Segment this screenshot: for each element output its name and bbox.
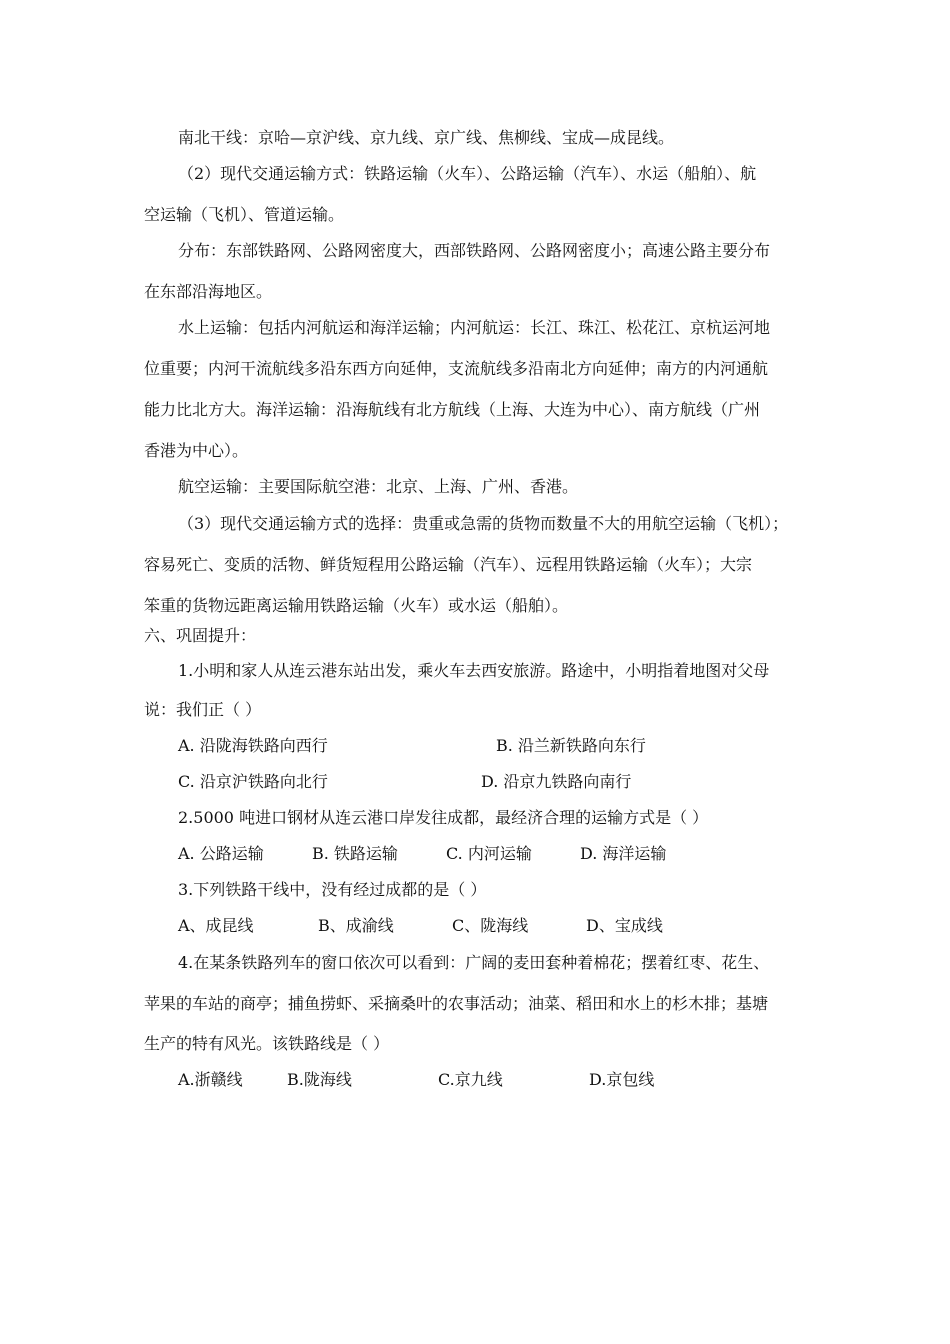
question-1-line-1: 1.小明和家人从连云港东站出发，乘火车去西安旅游。路途中，小明指着地图对父母 (178, 661, 770, 680)
mode-choice-line-1: （3）现代交通运输方式的选择：贵重或急需的货物而数量不大的用航空运输（飞机）； (178, 514, 789, 533)
question-3-option-c: C、陇海线 (452, 916, 529, 935)
modern-modes-line-2: 空运输（飞机）、管道运输。 (144, 205, 345, 224)
mode-choice-line-3: 笨重的货物远距离运输用铁路运输（火车）或水运（船舶）。 (144, 596, 569, 615)
question-4-line-1: 4.在某条铁路列车的窗口依次可以看到：广阔的麦田套种着棉花；摆着红枣、花生、 (178, 953, 770, 972)
distribution-line-2: 在东部沿海地区。 (144, 282, 273, 301)
question-4-line-3: 生产的特有风光。该铁路线是（ ） (144, 1034, 390, 1053)
question-2-option-b: B. 铁路运输 (312, 844, 398, 863)
question-4-option-d: D.京包线 (589, 1070, 655, 1089)
modern-modes-line-1: （2）现代交通运输方式：铁路运输（火车）、公路运输（汽车）、水运（船舶）、航 (178, 164, 757, 183)
question-1-option-d: D. 沿京九铁路向南行 (481, 772, 632, 791)
question-4-option-c: C.京九线 (438, 1070, 503, 1089)
distribution-line-1: 分布：东部铁路网、公路网密度大，西部铁路网、公路网密度小；高速公路主要分布 (178, 241, 771, 260)
air-transport-line: 航空运输：主要国际航空港：北京、上海、广州、香港。 (178, 477, 579, 496)
practice-heading: 六、巩固提升： (144, 626, 257, 645)
question-1-option-a: A. 沿陇海铁路向西行 (178, 736, 328, 755)
question-3: 3.下列铁路干线中，没有经过成都的是（ ） (178, 880, 487, 899)
water-transport-line-3: 能力比北方大。海洋运输：沿海航线有北方航线（上海、大连为中心）、南方航线（广州 (144, 400, 761, 419)
north-south-trunk-line: 南北干线：京哈—京沪线、京九线、京广线、焦柳线、宝成—成昆线。 (178, 128, 675, 147)
water-transport-line-2: 位重要；内河干流航线多沿东西方向延伸，支流航线多沿南北方向延伸；南方的内河通航 (144, 359, 769, 378)
water-transport-line-1: 水上运输：包括内河航运和海洋运输；内河航运：长江、珠江、松花江、京杭运河地 (178, 318, 771, 337)
mode-choice-line-2: 容易死亡、变质的活物、鲜货短程用公路运输（汽车）、远程用铁路运输（火车）；大宗 (144, 555, 753, 574)
question-4-option-b: B.陇海线 (287, 1070, 352, 1089)
question-2-option-c: C. 内河运输 (446, 844, 532, 863)
question-1-option-c: C. 沿京沪铁路向北行 (178, 772, 328, 791)
question-2-option-d: D. 海洋运输 (580, 844, 667, 863)
question-3-option-a: A、成昆线 (178, 916, 254, 935)
water-transport-line-4: 香港为中心）。 (144, 441, 249, 460)
question-4-line-2: 苹果的车站的商亭；捕鱼捞虾、采摘桑叶的农事活动；油菜、稻田和水上的杉木排；基塘 (144, 994, 769, 1013)
question-2: 2.5000 吨进口钢材从连云港口岸发往成都，最经济合理的运输方式是（ ） (178, 808, 709, 827)
question-3-option-b: B、成渝线 (318, 916, 394, 935)
question-1-option-b: B. 沿兰新铁路向东行 (496, 736, 646, 755)
question-3-option-d: D、宝成线 (586, 916, 663, 935)
question-2-option-a: A. 公路运输 (178, 844, 264, 863)
question-4-option-a: A.浙赣线 (178, 1070, 243, 1089)
question-1-line-2: 说：我们正（ ） (144, 700, 262, 719)
